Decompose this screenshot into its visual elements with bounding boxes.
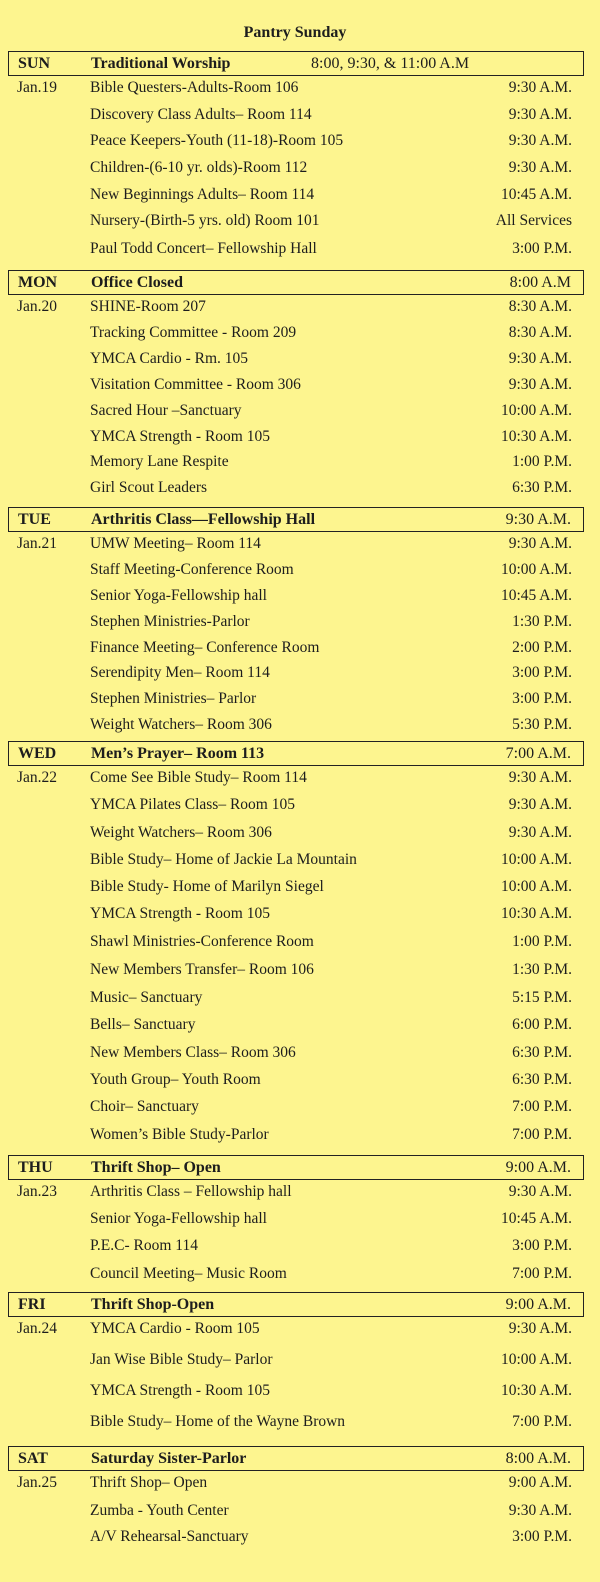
day-abbr: WED — [18, 745, 57, 762]
event-time: 9:30 A.M. — [508, 159, 572, 176]
event-name: Thrift Shop– Open — [90, 1474, 208, 1491]
event-time: 1:30 P.M. — [512, 613, 572, 630]
event-row — [8, 1317, 584, 1348]
day-abbr: TUE — [18, 511, 51, 528]
event-name: Memory Lane Respite — [90, 453, 229, 470]
day-section-sat — [8, 1446, 584, 1552]
header-time: 8:00 A.M — [509, 274, 571, 291]
day-date: Jan.22 — [17, 769, 58, 786]
event-row — [8, 347, 584, 373]
event-time: 3:00 P.M. — [512, 664, 572, 681]
event-time: 10:45 A.M. — [500, 1210, 572, 1227]
event-time: 6:00 P.M. — [512, 1016, 572, 1033]
event-name: Bells– Sanctuary — [90, 1016, 196, 1033]
page-title: Pantry Sunday — [243, 24, 347, 41]
header-time: 9:00 A.M. — [505, 1296, 571, 1313]
event-name: Youth Group– Youth Room — [90, 1071, 261, 1088]
event-time: 9:30 A.M. — [508, 376, 572, 393]
header-event: Traditional Worship — [91, 55, 231, 72]
event-time: 10:45 A.M. — [500, 186, 572, 203]
event-row — [8, 321, 584, 347]
event-row — [8, 1068, 584, 1095]
event-row — [8, 476, 584, 503]
event-time: 9:30 A.M. — [508, 1502, 572, 1519]
header-event: Arthritis Class—Fellowship Hall — [91, 511, 316, 528]
event-row — [8, 875, 584, 902]
event-name: YMCA Strength - Room 105 — [90, 905, 270, 922]
event-row — [8, 399, 584, 425]
header-time: 9:00 A.M. — [505, 1159, 571, 1176]
event-row — [8, 183, 584, 209]
header-event: Thrift Shop-Open — [91, 1296, 215, 1313]
event-time: 10:30 A.M. — [500, 428, 572, 445]
event-time: 9:30 A.M. — [508, 79, 572, 96]
event-row — [8, 1379, 584, 1410]
event-name: Weight Watchers– Room 306 — [90, 824, 272, 841]
event-time: 10:00 A.M. — [500, 878, 572, 895]
event-name: Zumba - Youth Center — [90, 1502, 229, 1519]
event-name: UMW Meeting– Room 114 — [90, 535, 261, 552]
event-row — [8, 661, 584, 687]
event-time: 7:00 P.M. — [512, 1265, 572, 1282]
event-name: Choir– Sanctuary — [90, 1098, 199, 1115]
event-row — [8, 129, 584, 156]
day-header — [8, 507, 584, 532]
event-time: 9:00 A.M. — [508, 1474, 572, 1491]
header-time: 8:00, 9:30, & 11:00 A.M — [311, 55, 470, 72]
event-name: New Members Transfer– Room 106 — [90, 961, 314, 978]
day-date: Jan.23 — [17, 1183, 58, 1200]
event-name: Discovery Class Adults– Room 114 — [90, 106, 312, 123]
event-name: YMCA Cardio - Rm. 105 — [90, 350, 249, 367]
event-name: Stephen Ministries– Parlor — [90, 690, 257, 707]
event-name: Arthritis Class – Fellowship hall — [90, 1183, 292, 1200]
day-section-tue — [8, 507, 584, 740]
event-name: Bible Study- Home of Marilyn Siegel — [90, 878, 324, 895]
event-name: Bible Study– Home of Jackie La Mountain — [90, 851, 357, 868]
header-event: Men’s Prayer– Room 113 — [91, 745, 265, 762]
day-date: Jan.21 — [17, 535, 58, 552]
event-name: Bible Study– Home of the Wayne Brown — [90, 1413, 346, 1430]
event-row — [8, 687, 584, 713]
header-time: 9:30 A.M. — [505, 511, 571, 528]
day-header — [8, 741, 584, 766]
event-name: Bible Questers-Adults-Room 106 — [90, 79, 299, 96]
event-row — [8, 209, 584, 237]
event-row — [8, 237, 584, 266]
event-row — [8, 958, 584, 986]
event-time: 9:30 A.M. — [508, 1320, 572, 1337]
event-time: 9:30 A.M. — [508, 796, 572, 813]
event-name: Shawl Ministries-Conference Room — [90, 933, 314, 950]
event-name: SHINE-Room 207 — [90, 298, 206, 315]
event-time: 10:30 A.M. — [500, 1382, 572, 1399]
event-time: 10:00 A.M. — [500, 561, 572, 578]
event-time: 9:30 A.M. — [508, 106, 572, 123]
event-time: 5:15 P.M. — [512, 989, 572, 1006]
event-row — [8, 1348, 584, 1379]
event-row — [8, 1262, 584, 1290]
event-name: Girl Scout Leaders — [90, 479, 208, 496]
event-name: YMCA Pilates Class– Room 105 — [90, 796, 295, 813]
event-time: 7:00 P.M. — [512, 1098, 572, 1115]
event-time: 6:30 P.M. — [512, 1071, 572, 1088]
event-row — [8, 103, 584, 129]
day-abbr: SUN — [18, 55, 51, 72]
day-date: Jan.19 — [17, 79, 58, 96]
event-name: Paul Todd Concert– Fellowship Hall — [90, 240, 317, 257]
event-row — [8, 610, 584, 636]
event-time: All Services — [495, 212, 572, 229]
event-time: 3:00 P.M. — [512, 690, 572, 707]
event-time: 2:00 P.M. — [512, 639, 572, 656]
event-name: New Members Class– Room 306 — [90, 1044, 296, 1061]
event-name: YMCA Strength - Room 105 — [90, 428, 270, 445]
event-time: 6:30 P.M. — [512, 479, 572, 496]
event-time: 7:00 P.M. — [512, 1413, 572, 1430]
event-name: Children-(6-10 yr. olds)-Room 112 — [90, 159, 308, 176]
event-row — [8, 450, 584, 476]
event-time: 1:00 P.M. — [512, 453, 572, 470]
event-row — [8, 1041, 584, 1068]
day-abbr: MON — [18, 274, 58, 291]
day-section-fri — [8, 1292, 584, 1442]
event-time: 1:30 P.M. — [512, 961, 572, 978]
event-row — [8, 1471, 584, 1499]
event-row — [8, 156, 584, 183]
event-time: 3:00 P.M. — [512, 1237, 572, 1254]
event-row — [8, 986, 584, 1013]
event-name: Music– Sanctuary — [90, 989, 203, 1006]
day-abbr: THU — [18, 1159, 53, 1176]
event-time: 9:30 A.M. — [508, 535, 572, 552]
event-time: 3:00 P.M. — [512, 240, 572, 257]
event-time: 10:00 A.M. — [500, 851, 572, 868]
event-row — [8, 584, 584, 610]
day-header — [8, 51, 584, 76]
event-time: 1:00 P.M. — [512, 933, 572, 950]
event-row — [8, 558, 584, 584]
event-name: Finance Meeting– Conference Room — [90, 639, 320, 656]
event-name: Nursery-(Birth-5 yrs. old) Room 101 — [90, 212, 320, 229]
event-row — [8, 373, 584, 399]
event-time: 10:30 A.M. — [500, 905, 572, 922]
event-row — [8, 295, 584, 321]
event-row — [8, 848, 584, 875]
header-event: Saturday Sister-Parlor — [91, 1450, 247, 1467]
event-row — [8, 793, 584, 821]
event-name: Peace Keepers-Youth (11-18)-Room 105 — [90, 132, 344, 149]
event-row — [8, 821, 584, 848]
event-name: Senior Yoga-Fellowship hall — [90, 587, 267, 604]
event-time: 9:30 A.M. — [508, 769, 572, 786]
event-name: Senior Yoga-Fellowship hall — [90, 1210, 267, 1227]
day-section-mon — [8, 270, 584, 503]
header-event: Office Closed — [91, 274, 183, 291]
event-name: YMCA Strength - Room 105 — [90, 1382, 270, 1399]
event-time: 9:30 A.M. — [508, 350, 572, 367]
event-row — [8, 636, 584, 661]
event-name: Serendipity Men– Room 114 — [90, 664, 270, 681]
event-name: Council Meeting– Music Room — [90, 1265, 287, 1282]
day-date: Jan.25 — [17, 1474, 58, 1491]
event-name: P.E.C- Room 114 — [90, 1237, 198, 1254]
event-name: Stephen Ministries-Parlor — [90, 613, 250, 630]
event-name: Women’s Bible Study-Parlor — [90, 1126, 269, 1143]
header-event: Thrift Shop– Open — [91, 1159, 221, 1176]
day-header — [8, 1292, 584, 1317]
event-time: 10:00 A.M. — [500, 402, 572, 419]
event-row — [8, 1525, 584, 1552]
day-section-sun — [8, 51, 584, 266]
event-time: 9:30 A.M. — [508, 824, 572, 841]
day-section-wed — [8, 741, 584, 1150]
event-row — [8, 1499, 584, 1525]
event-row — [8, 902, 584, 930]
day-abbr: SAT — [18, 1450, 48, 1467]
event-row — [8, 532, 584, 558]
event-row — [8, 1410, 584, 1442]
event-time: 9:30 A.M. — [508, 1183, 572, 1200]
day-date: Jan.24 — [17, 1320, 58, 1337]
event-time: 10:00 A.M. — [500, 1351, 572, 1368]
event-name: Weight Watchers– Room 306 — [90, 716, 272, 733]
event-time: 8:30 A.M. — [508, 298, 572, 315]
day-header — [8, 1155, 584, 1180]
event-name: Staff Meeting-Conference Room — [90, 561, 294, 578]
event-name: Come See Bible Study– Room 114 — [90, 769, 307, 786]
event-row — [8, 766, 584, 793]
event-name: YMCA Cardio - Room 105 — [90, 1320, 260, 1337]
day-section-thu — [8, 1155, 584, 1290]
event-name: Sacred Hour –Sanctuary — [90, 402, 242, 419]
event-name: Jan Wise Bible Study– Parlor — [90, 1351, 273, 1368]
event-row — [8, 1180, 584, 1207]
event-time: 8:30 A.M. — [508, 324, 572, 341]
day-date: Jan.20 — [17, 298, 58, 315]
event-row — [8, 1123, 584, 1150]
header-time: 7:00 A.M. — [505, 745, 571, 762]
day-abbr: FRI — [18, 1296, 46, 1313]
event-row — [8, 1207, 584, 1234]
event-name: Tracking Committee - Room 209 — [90, 324, 297, 341]
event-row — [8, 713, 584, 740]
event-name: Visitation Committee - Room 306 — [90, 376, 301, 393]
event-row — [8, 76, 584, 103]
day-header — [8, 270, 584, 295]
event-time: 3:00 P.M. — [512, 1528, 572, 1545]
header-time: 8:00 A.M. — [505, 1450, 571, 1467]
event-row — [8, 930, 584, 958]
event-name: A/V Rehearsal-Sanctuary — [90, 1528, 249, 1545]
event-time: 5:30 P.M. — [512, 716, 572, 733]
event-time: 10:45 A.M. — [500, 587, 572, 604]
event-name: New Beginnings Adults– Room 114 — [90, 186, 315, 203]
event-row — [8, 425, 584, 450]
event-time: 6:30 P.M. — [512, 1044, 572, 1061]
event-row — [8, 1095, 584, 1123]
event-row — [8, 1234, 584, 1262]
event-time: 9:30 A.M. — [508, 132, 572, 149]
day-header — [8, 1446, 584, 1471]
event-time: 7:00 P.M. — [512, 1126, 572, 1143]
event-row — [8, 1013, 584, 1041]
